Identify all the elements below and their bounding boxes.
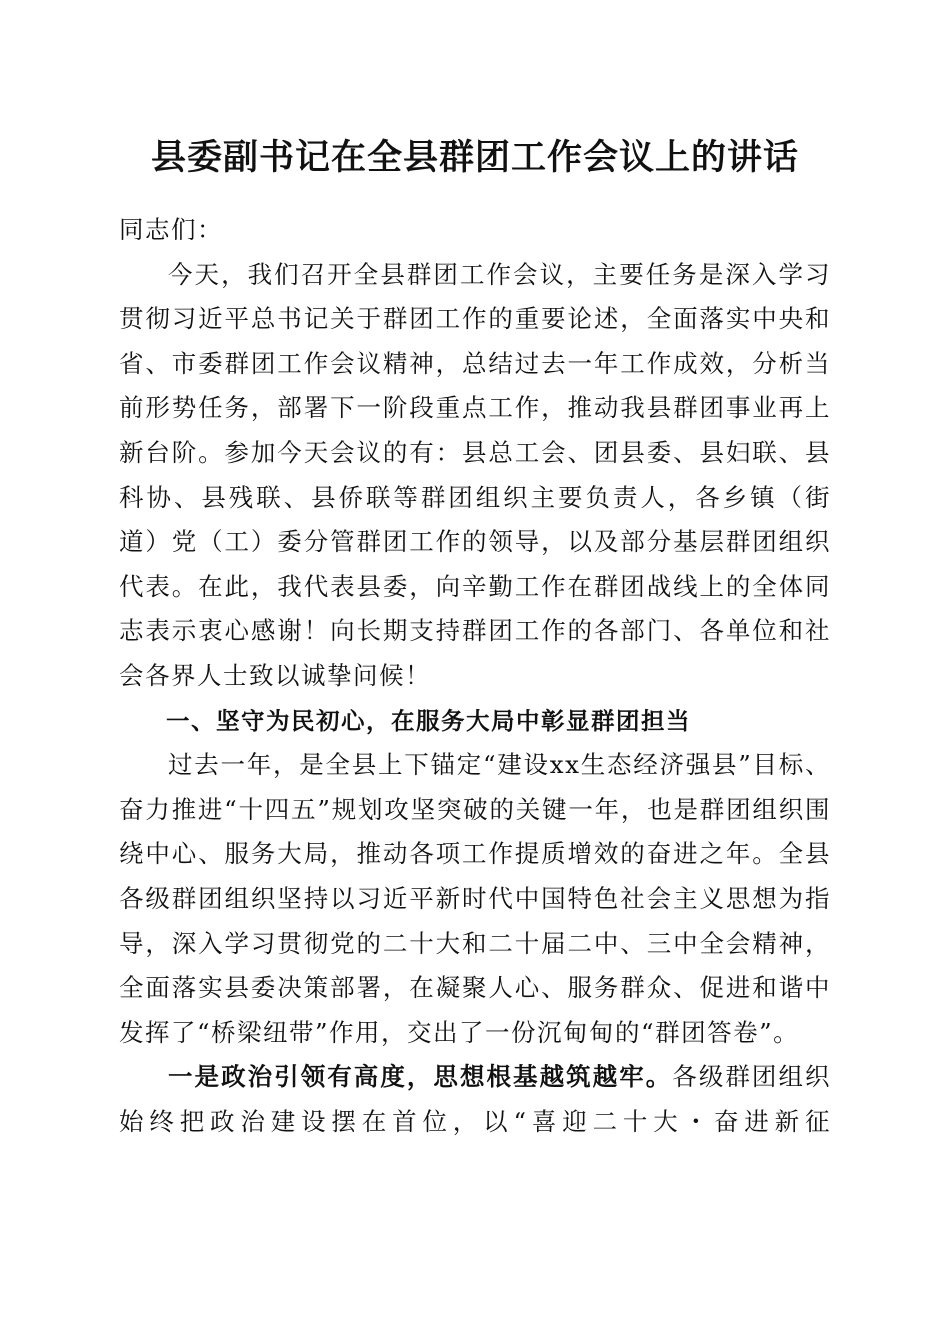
salutation: 同志们： [119,215,223,244]
intro-paragraph: 今天，我们召开全县群团工作会议，主要任务是深入学习贯彻习近平总书记关于群团工作的重要论述，全面落实中央和省、市委群团工作会议精神，总结过去一年工作成效，分析当前形势任务，部署下一阶段重点工作，推动我县群团事业再上新台阶。参加今天会议的有：县总工会、团县委、县妇联、县科协、县残联、县侨联等群团组织主要负责人，各乡镇（街道）党（工）委分管群团工作的领导，以及部分基层群团组织代表。在此，我代表县委，向辛勤工作在群团战线上的全体同志表示衷心感谢！向长期支持群团工作的各部门、各单位和社会各界人士致以诚挚问候！ [119,259,831,690]
document-body [119,208,831,1144]
section-1-paragraph-1: 过去一年，是全县上下锚定“建设xx生态经济强县”目标、奋力推进“十四五”规划攻坚突破的关键一年，也是群团组织围绕中心、服务大局，推动各项工作提质增效的奋进之年。全县各级群团组织坚持以习近平新时代中国特色社会主义思想为指导，深入学习贯彻党的二十大和二十届二中、三中全会精神，全面落实县委决策部署，在凝聚人心、服务群众、促进和谐中发挥了“桥梁纽带”作用，交出了一份沉甸甸的“群团答卷”。 [119,750,831,1047]
section-1-point-1-lead: 一是政治引领有高度，思想根基越筑越牢。 [168,1062,673,1092]
section-1-point-1-text: 各级群团组织始终把政治建设摆在首位，以“喜迎二十大・奋进新征 [119,1062,832,1136]
section-1-point-1 [119,1055,831,1144]
document-title: 县委副书记在全县群团工作会议上的讲话 [150,137,799,178]
section-1-heading: 一、坚守为民初心，在服务大局中彰显群团担当 [166,706,691,735]
